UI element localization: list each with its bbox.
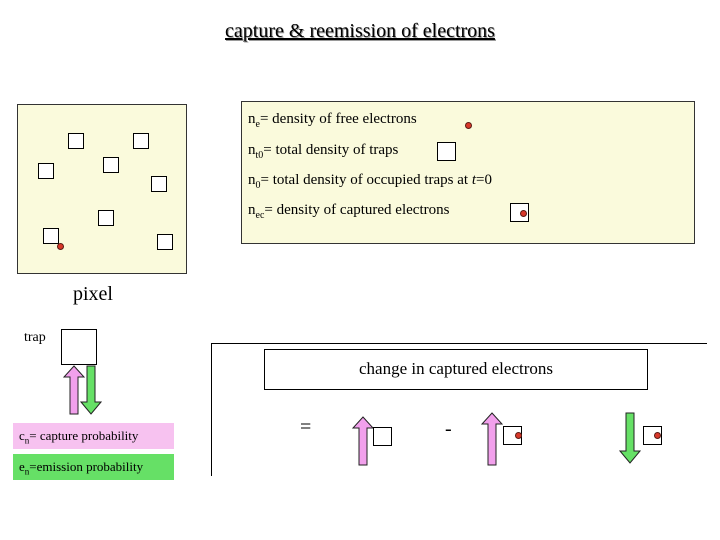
occupied-trap bbox=[43, 228, 59, 244]
legend-occupied-traps: $n_0=$ total density of occupied traps at t=0 bbox=[248, 172, 492, 191]
free-electron-symbol bbox=[465, 122, 472, 129]
capture-term-arrow bbox=[352, 416, 374, 466]
slide-title: capture & reemission of electrons bbox=[225, 20, 495, 42]
empty-trap bbox=[133, 133, 149, 149]
empty-trap-term bbox=[373, 427, 392, 446]
emission-probability: $e_n=emission$ probability bbox=[13, 454, 174, 480]
empty-trap bbox=[68, 133, 84, 149]
empty-trap-symbol bbox=[437, 142, 456, 161]
empty-trap bbox=[98, 210, 114, 226]
emission-term-arrow bbox=[619, 412, 641, 464]
capture-probability: $c_n=$ capture probability bbox=[13, 423, 174, 449]
minus-sign: - bbox=[445, 418, 452, 440]
equals-sign: = bbox=[300, 416, 312, 438]
emission-arrow bbox=[80, 365, 102, 415]
empty-trap bbox=[157, 234, 173, 250]
legend-captured-electrons: $n_{ec}=$ density of captured electrons bbox=[248, 202, 450, 221]
trap-label: trap bbox=[24, 330, 46, 345]
legend-free-electrons: $n_e=$ density of free electrons bbox=[248, 111, 417, 130]
trap-box bbox=[61, 329, 97, 365]
change-label: change in captured electrons bbox=[359, 359, 553, 378]
empty-trap bbox=[38, 163, 54, 179]
pixel-label: pixel bbox=[73, 283, 113, 305]
electron-term bbox=[515, 432, 522, 439]
legend-total-traps: $n_{t0}=$ total density of traps bbox=[248, 142, 399, 161]
captured-electron-symbol bbox=[520, 210, 527, 217]
captured-electron bbox=[57, 243, 64, 250]
electron-term-2 bbox=[654, 432, 661, 439]
capture-term-arrow-2 bbox=[481, 412, 503, 466]
empty-trap bbox=[103, 157, 119, 173]
empty-trap bbox=[151, 176, 167, 192]
